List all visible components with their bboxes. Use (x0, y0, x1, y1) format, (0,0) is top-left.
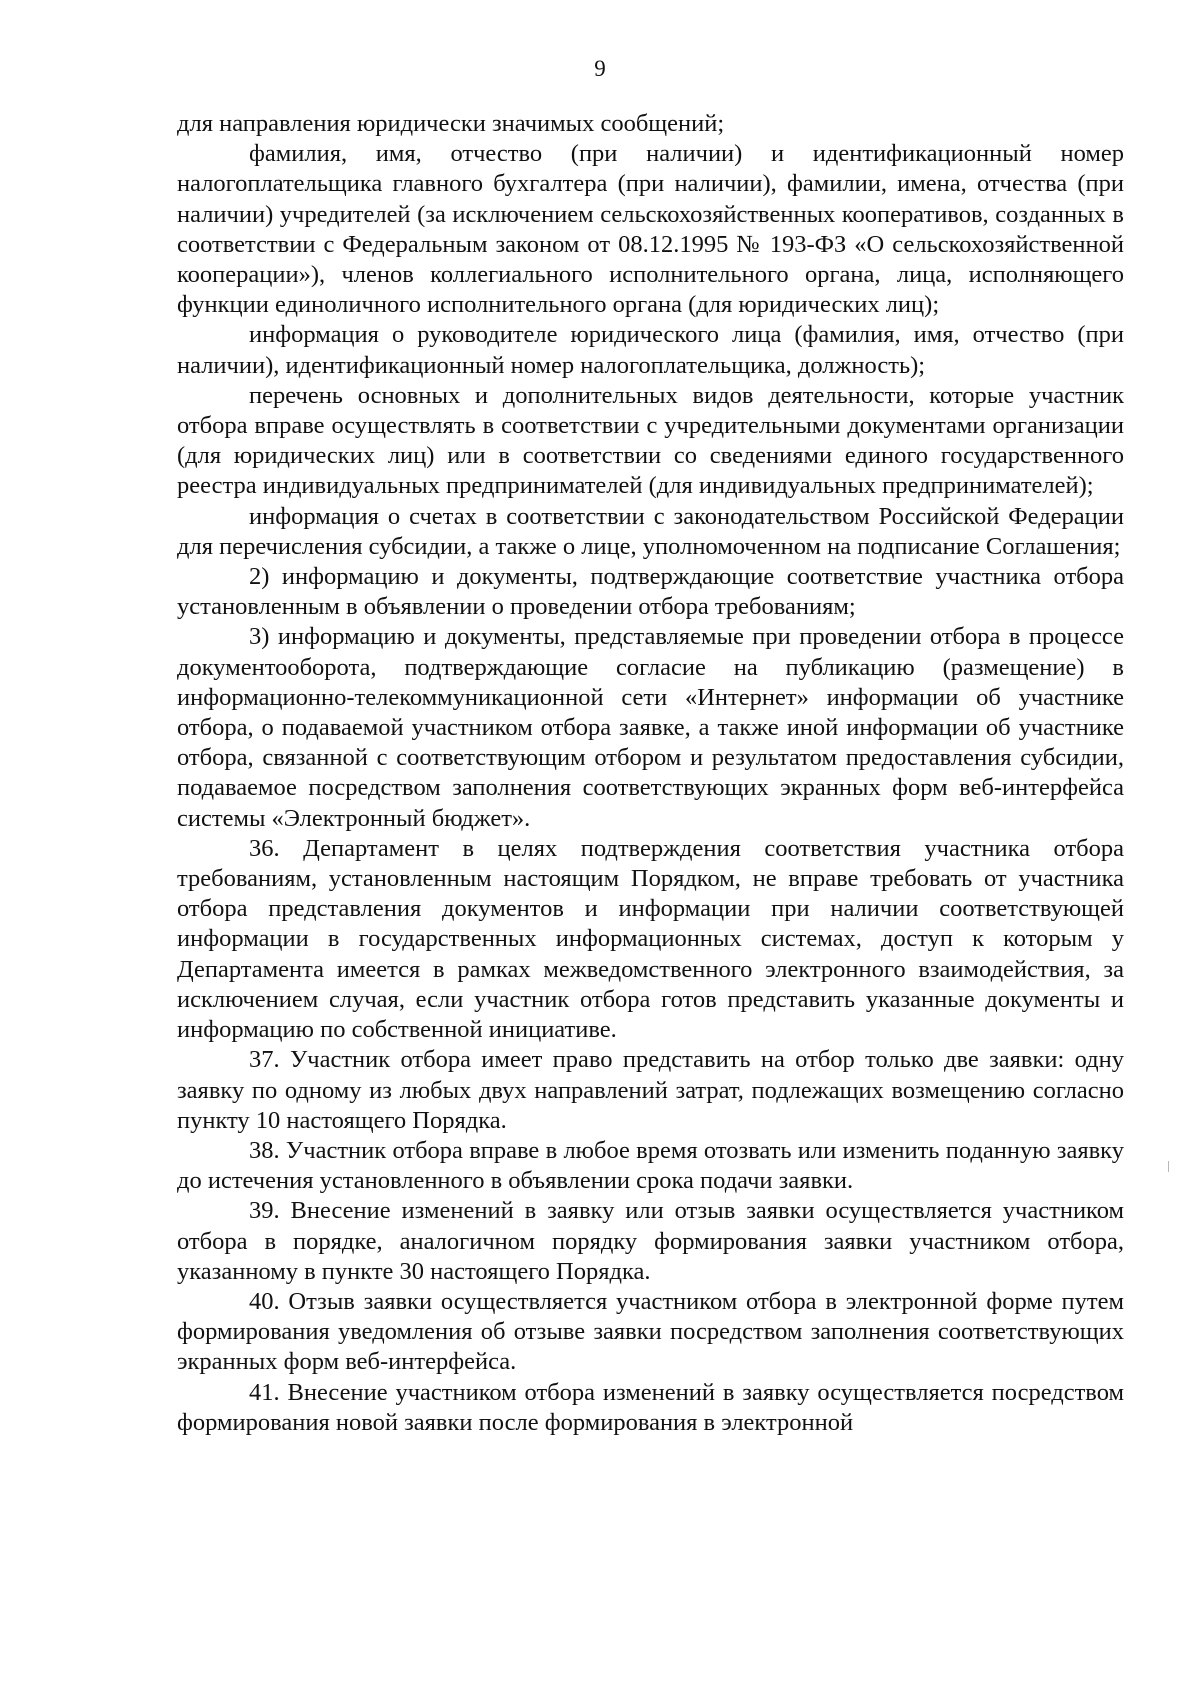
paragraph-activities-list: перечень основных и дополнительных видов деятельности, которые участник отбора вправе осуществлять в соответствии с учредительными документами организации (для юридических лиц) или в соответствии со сведениями единого государственного реестра индивидуальных предпринимателей (для индивидуальных предпринимателей); (177, 381, 1124, 500)
paragraph-legal-messages: для направления юридически значимых сообщений; (177, 110, 725, 137)
scan-artifact-mark (1168, 1161, 1169, 1172)
paragraph-item-2: 2) информацию и документы, подтверждающие соответствие участника отбора установленным в объявлении о проведении отбора требованиям; (177, 563, 1124, 621)
paragraph-40: 40. Отзыв заявки осуществляется участником отбора в электронной форме путем формирования уведомления об отзыве заявки посредством заполнения соответствующих экранных форм веб-интерфейса. (177, 1287, 1124, 1376)
document-body (177, 109, 1124, 1438)
paragraph-39: 39. Внесение изменений в заявку или отзыв заявки осуществляется участником отбора в порядке, аналогичном порядку формирования заявки участником отбора, указанному в пункте 30 настоящего Порядка. (177, 1197, 1124, 1285)
paragraph-accountant-founders: фамилия, имя, отчество (при наличии) и идентификационный номер налогоплательщика главного бухгалтера (при наличии), фамилии, имена, отчества (при наличии) учредителей (за исключением сельскохозяйственных кооперативов, созданных в соответствии с Федеральным законом от 08.12.1995 № 193-ФЗ «О сельскохозяйственной кооперации»), членов коллегиального исполнительного органа, лица, исполняющего функции единоличного исполнительного органа (для юридических лиц); (177, 140, 1124, 319)
paragraph-36: 36. Департамент в целях подтверждения соответствия участника отбора требованиям, установленным настоящим Порядком, не вправе требовать от участника отбора представления документов и информации при наличии соответствующей информации в государственных информационных системах, доступ к которым у Департамента имеется в рамках межведомственного электронного взаимодействия, за исключением случая, если участник отбора готов представить указанные документы и информацию по собственной инициативе. (177, 834, 1124, 1044)
paragraph-head-info: информация о руководителе юридического лица (фамилия, имя, отчество (при наличии), идентификационный номер налогоплательщика, должность); (177, 321, 1124, 379)
paragraph-38: 38. Участник отбора вправе в любое время отозвать или изменить поданную заявку до истечения установленного в объявлении срока подачи заявки. (177, 1136, 1124, 1195)
paragraph-accounts-info: информация о счетах в соответствии с законодательством Российской Федерации для перечисления субсидии, а также о лице, уполномоченном на подписание Соглашения; (177, 502, 1124, 560)
paragraph-37: 37. Участник отбора имеет право представить на отбор только две заявки: одну заявку по одному из любых двух направлений затрат, подлежащих возмещению согласно пункту 10 настоящего Порядка. (177, 1046, 1124, 1134)
paragraph-41: 41. Внесение участником отбора изменений в заявку осуществляется посредством формирования новой заявки после формирования в электронной (177, 1378, 1124, 1436)
paragraph-item-3: 3) информацию и документы, представляемые при проведении отбора в процессе документооборота, подтверждающие согласие на публикацию (размещение) в информационно-телекоммуникационной сети «Интернет» информации об участнике отбора, о подаваемой участником отбора заявке, а также иной информации об участнике отбора, связанной с соответствующим отбором и результатом предоставления субсидии, подаваемое посредством заполнения соответствующих экранных форм веб-интерфейса системы «Электронный бюджет». (177, 623, 1124, 832)
page-number: 9 (594, 56, 606, 81)
